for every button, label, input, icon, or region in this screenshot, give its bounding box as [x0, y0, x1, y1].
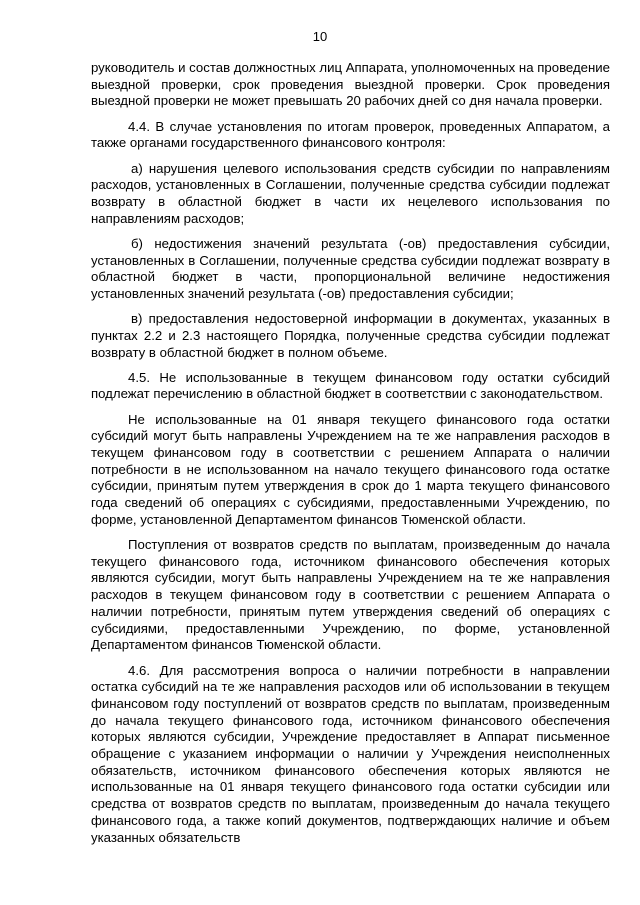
paragraph-4-4-a: а) нарушения целевого использования средств субсидии по направлениям расходов, установленных в Соглашении, полученные средства субсидии подлежат возврату в областной бюджет в части их нецелевого использования по направлениям расходов;: [91, 160, 610, 226]
paragraph-refund-receipts: Поступления от возвратов средств по выплатам, произведенным до начала текущего финансового года, источником финансового обеспечения которых являются субсидии, могут быть направлены Учреждением на те же направления расходов в текущем финансовом году в соответствии с решением Аппарата о наличии потребности, принятым путем утверждения сведений об операциях с субсидиями, предоставленными Учреждению, по форме, установленной Департаментом финансов Тюменской области.: [91, 537, 610, 653]
paragraph-unused-balances: Не использованные на 01 января текущего финансового года остатки субсидий могут быть направлены Учреждением на те же направления расходов в текущем финансовом году в соответствии с решением Аппарата о наличии потребности в не использованном на начало текущего финансового года остатке субсидии, принятым путем утверждения в срок до 1 марта текущего финансового года сведений об операциях с субсидиями, предоставленными Учреждению, по форме, установленной Департаментом финансов Тюменской области.: [91, 411, 610, 527]
paragraph-4-4-b: б) недостижения значений результата (-ов) предоставления субсидии, установленных в Соглашении, полученные средства субсидии подлежат возврату в областной бюджет в части, пропорциональной величине недостижения установленных значений результата (-ов) предоставления субсидии;: [91, 235, 610, 301]
document-body: [91, 60, 610, 855]
paragraph-4-4: 4.4. В случае установления по итогам проверок, проведенных Аппаратом, а также органами государственного финансового контроля:: [91, 118, 610, 151]
page-number: 10: [312, 29, 328, 44]
paragraph-4-5: 4.5. Не использованные в текущем финансовом году остатки субсидий подлежат перечислению в областной бюджет в соответствии с законодательством.: [91, 369, 610, 402]
paragraph-4-6: 4.6. Для рассмотрения вопроса о наличии потребности в направлении остатка субсидий на те же направления расходов или об использовании в текущем финансовом году поступлений от возвратов средств по выплатам, произведенным до начала текущего финансового года, источником финансового обеспечения которых являются субсидии, Учреждение предоставляет в Аппарат письменное обращение с указанием информации о наличии у Учреждения неисполненных обязательств, источником финансового обеспечения которых являются не использованные на 01 января текущего финансового года остатки субсидии или средства от возвратов средств по выплатам, произведенным до начала текущего финансового года, а также копий документов, подтверждающих наличие и объем указанных обязательств: [91, 662, 610, 845]
paragraph-continuation: руководитель и состав должностных лиц Аппарата, уполномоченных на проведение выездной проверки, срок проведения выездной проверки. Срок проведения выездной проверки не может превышать 20 рабочих дней со дня начала проверки.: [91, 60, 610, 109]
paragraph-4-4-v: в) предоставления недостоверной информации в документах, указанных в пунктах 2.2 и 2.3 настоящего Порядка, полученные средства субсидии подлежат возврату в областной бюджет в полном объеме.: [91, 311, 610, 360]
